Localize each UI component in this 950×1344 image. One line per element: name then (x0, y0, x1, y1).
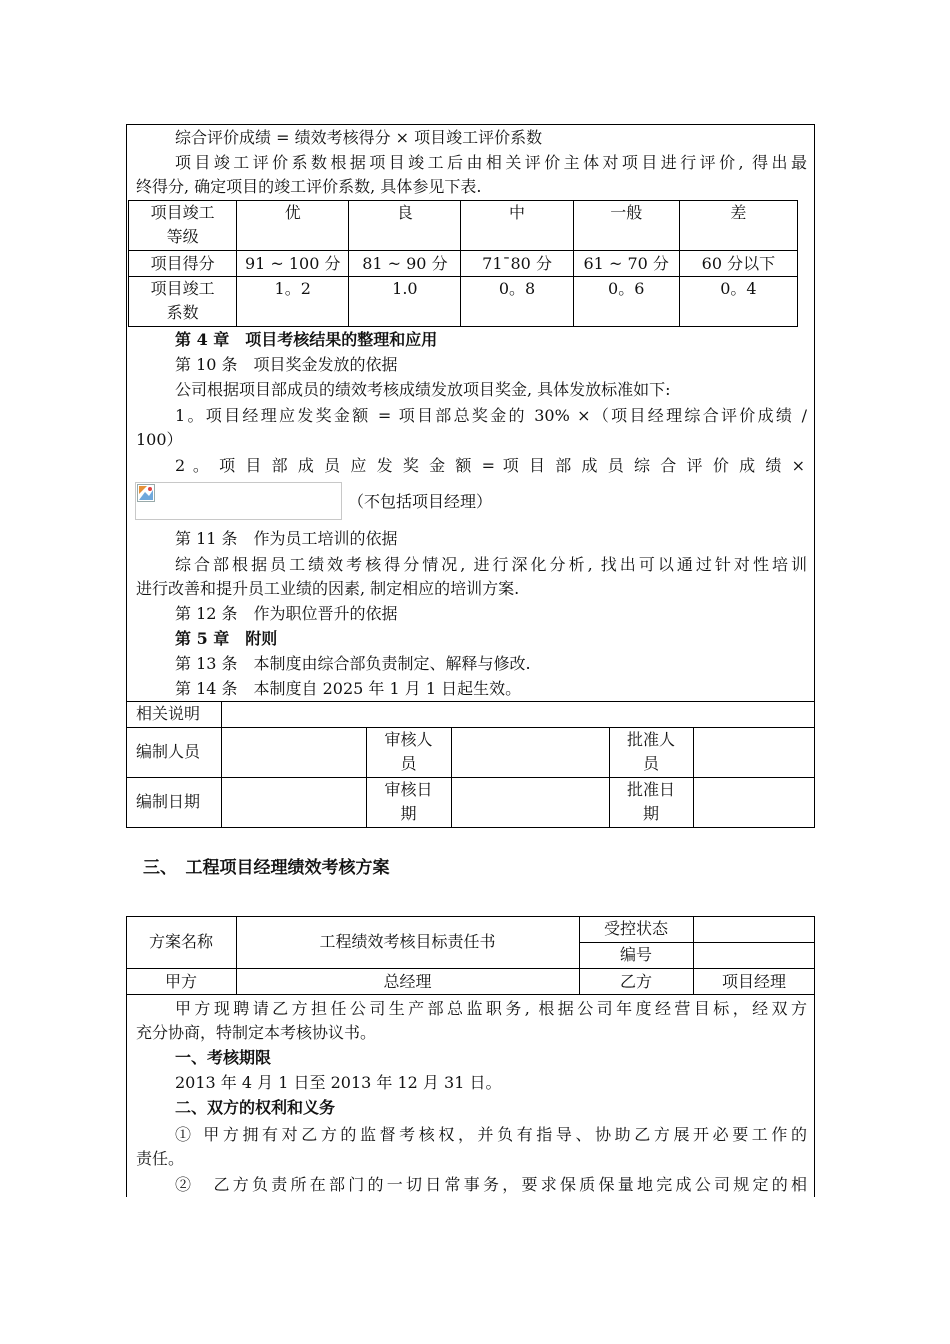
desc-line-2: 终得分, 确定项目的竣工评价系数, 具体参见下表. (136, 177, 482, 196)
assessment-period-heading: 一、考核期限 (175, 1048, 272, 1067)
score-cell: 81 ~ 90 分 (349, 251, 461, 277)
article-13: 第 13 条 本制度由综合部负责制定、解释与修改. (175, 654, 531, 673)
reviewer-label: 审核人 员 (384, 730, 433, 773)
desc-line-1: 项目竣工评价系数根据项目竣工后由相关评价主体对项目进行评价, 得出最 (175, 153, 807, 172)
bonus-item-1-line-2: 100） (136, 430, 183, 449)
broken-image-placeholder (135, 482, 342, 520)
review-date-label: 审核日 期 (384, 780, 433, 823)
plan-name-label: 方案名称 (148, 932, 213, 951)
divider (693, 727, 694, 828)
divider (126, 777, 815, 778)
bonus-item-2-suffix: （不包括项目经理） (348, 492, 493, 511)
related-notes-label: 相关说明 (136, 704, 201, 723)
chapter-4-heading: 第 4 章 项目考核结果的整理和应用 (175, 330, 438, 349)
duty-2-line-1: ② 乙方负责所在部门的一切日常事务，要求保质保量地完成公司规定的相 (175, 1175, 807, 1194)
intro-line-2: 充分协商，特制定本考核协议书。 (136, 1023, 377, 1042)
article-10-text: 公司根据项目部成员的绩效考核成绩发放项目奖金, 具体发放标准如下: (175, 380, 671, 399)
section-heading: 三、 工程项目经理绩效考核方案 (143, 858, 390, 878)
grade-cell: 中 (461, 201, 573, 251)
editor-label: 编制人员 (136, 742, 201, 761)
duty-1-line-2: 责任。 (136, 1149, 185, 1168)
grade-coefficient-table (128, 200, 798, 327)
approve-date-label: 批准日 期 (626, 780, 675, 823)
score-cell: 91 ~ 100 分 (237, 251, 349, 277)
divider (126, 727, 815, 728)
article-11-heading: 第 11 条 作为员工培训的依据 (175, 529, 398, 548)
divider (451, 727, 452, 828)
grade-cell: 良 (349, 201, 461, 251)
table-row (129, 277, 798, 327)
approver-label: 批准人 员 (626, 730, 675, 773)
grade-cell: 优 (237, 201, 349, 251)
intro-line-1: 甲方现聘请乙方担任公司生产部总监职务, 根据公司年度经营目标，经双方 (175, 999, 807, 1018)
divider (126, 968, 815, 969)
grade-cell: 一般 (573, 201, 679, 251)
edit-date-label: 编制日期 (136, 792, 201, 811)
divider (221, 701, 222, 828)
party-a-value: 总经理 (383, 972, 432, 991)
score-cell: 61 ~ 70 分 (573, 251, 679, 277)
coefficient-cell: 0。4 (679, 277, 797, 327)
table-row (129, 251, 798, 277)
coefficient-cell: 0。6 (573, 277, 679, 327)
coefficient-cell: 1。2 (237, 277, 349, 327)
coefficient-cell: 0。8 (461, 277, 573, 327)
duty-1-line-1: ① 甲方拥有对乙方的监督考核权，并负有指导、协助乙方展开必要工作的 (175, 1125, 807, 1144)
grade-cell: 差 (679, 201, 797, 251)
table-row (129, 201, 798, 251)
divider (126, 701, 815, 702)
broken-image-icon (137, 484, 155, 502)
row-header-coefficient: 项目竣工 系数 (129, 277, 237, 327)
bonus-item-1-line-1: 1。项目经理应发奖金额 = 项目部总奖金的 30% ×（项目经理综合评价成绩 / (175, 406, 807, 425)
chapter-5-heading: 第 5 章 附则 (175, 629, 278, 648)
control-status-label: 受控状态 (603, 919, 668, 938)
article-10-heading: 第 10 条 项目奖金发放的依据 (175, 355, 398, 374)
row-header-score: 项目得分 (129, 251, 237, 277)
party-b-label: 乙方 (619, 972, 652, 991)
party-a-label: 甲方 (164, 972, 197, 991)
party-b-value: 项目经理 (721, 972, 786, 991)
row-header-grade: 项目竣工 等级 (129, 201, 237, 251)
coefficient-cell: 1.0 (349, 277, 461, 327)
article-14: 第 14 条 本制度自 2025 年 1 月 1 日起生效。 (175, 679, 522, 698)
article-11-line-2: 进行改善和提升员工业绩的因素, 制定相应的培训方案. (136, 579, 520, 598)
score-cell: 60 分以下 (679, 251, 797, 277)
plan-name-value: 工程绩效考核目标责任书 (319, 932, 496, 951)
number-label: 编号 (619, 945, 652, 964)
divider (126, 994, 815, 995)
article-11-line-1: 综合部根据员工绩效考核得分情况, 进行深化分析, 找出可以通过针对性培训 (175, 555, 807, 574)
formula-line: 综合评价成绩 = 绩效考核得分 × 项目竣工评价系数 (175, 128, 543, 147)
rights-duties-heading: 二、双方的权利和义务 (175, 1098, 336, 1117)
assessment-period: 2013 年 4 月 1 日至 2013 年 12 月 31 日。 (175, 1073, 502, 1092)
bonus-item-2-line-1: 2 。 项 目 部 成 员 应 发 奖 金 额 = 项 目 部 成 员 综 合 评 价 成 绩 × (175, 456, 805, 475)
article-12-heading: 第 12 条 作为职位晋升的依据 (175, 604, 398, 623)
score-cell: 71¯80 分 (461, 251, 573, 277)
